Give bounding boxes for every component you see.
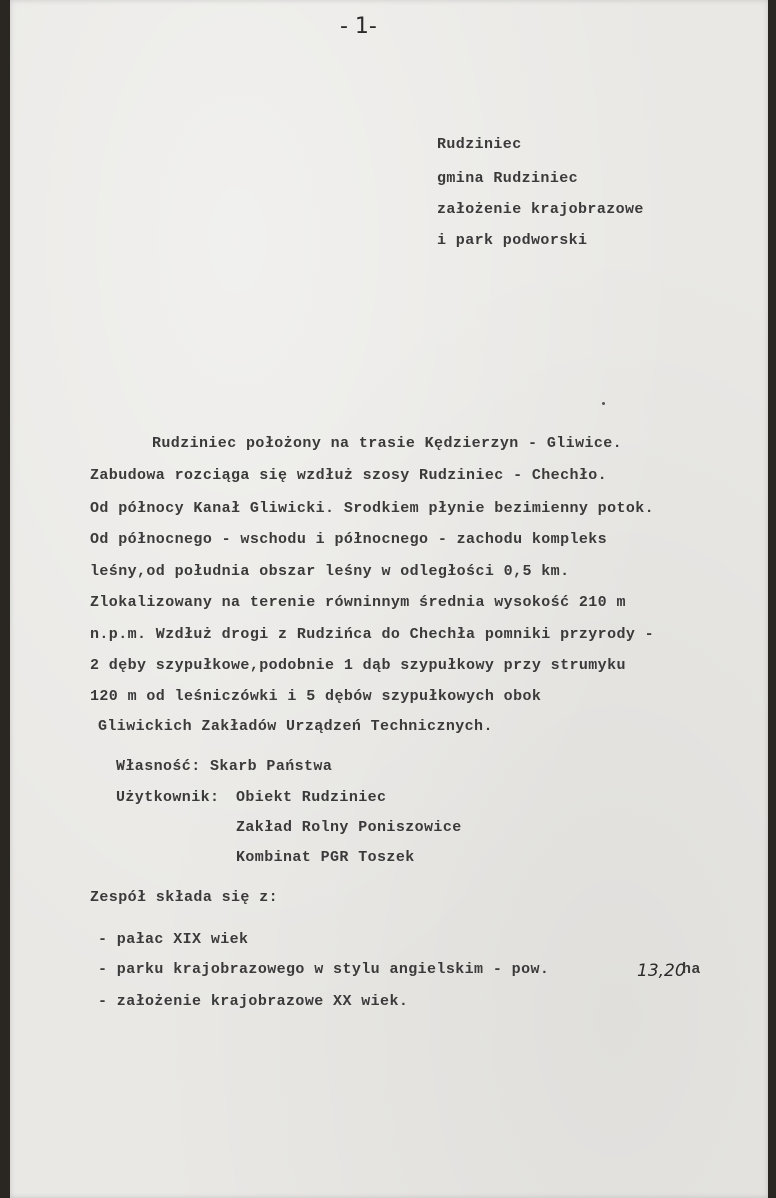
body-line: Rudziniec położony na trasie Kędzierzyn - Gliwice. (152, 435, 623, 452)
body-line: Gliwickich Zakładów Urządzeń Technicznych. (98, 718, 493, 735)
body-line: 120 m od leśniczówki i 5 dębów szypułkowych obok (90, 688, 542, 705)
owner-line: Własność: Skarb Państwa (116, 758, 333, 775)
handwritten-area-value: 13,20 (637, 961, 686, 981)
heading-line-park: i park podworski (437, 232, 588, 249)
page-number: - 1- (340, 14, 377, 39)
heading-line-commune: gmina Rudziniec (437, 170, 579, 187)
body-line: Zlokalizowany na terenie równinnym średnia wysokość 210 m (90, 594, 626, 611)
body-line: 2 dęby szypułkowe,podobnie 1 dąb szypułkowy przy strumyku (90, 657, 626, 674)
body-line: n.p.m. Wzdłuż drogi z Rudzińca do Chechła pomniki przyrody - (90, 626, 655, 643)
composition-item: - założenie krajobrazowe XX wiek. (98, 993, 409, 1010)
user-line: Zakład Rolny Poniszowice (236, 819, 462, 836)
user-label: Użytkownik: (116, 789, 220, 806)
heading-line-locality: Rudziniec (437, 136, 522, 153)
area-unit: ha (682, 961, 701, 978)
composition-item: - pałac XIX wiek (98, 931, 249, 948)
user-line: Kombinat PGR Toszek (236, 849, 415, 866)
user-line: Obiekt Rudziniec (236, 789, 387, 806)
body-line: Zabudowa rozciąga się wzdłuż szosy Rudziniec - Chechło. (90, 467, 608, 484)
composition-item: - parku krajobrazowego w stylu angielskim - pow. (98, 961, 550, 978)
document-page (10, 0, 768, 1198)
body-line: Od północy Kanał Gliwicki. Srodkiem płynie bezimienny potok. (90, 500, 655, 517)
heading-line-landscape: założenie krajobrazowe (437, 201, 644, 218)
composition-title: Zespół składa się z: (90, 889, 279, 906)
body-line: leśny,od południa obszar leśny w odległości 0,5 km. (90, 563, 570, 580)
ink-speck (602, 402, 605, 405)
body-line: Od północnego - wschodu i północnego - zachodu kompleks (90, 531, 608, 548)
